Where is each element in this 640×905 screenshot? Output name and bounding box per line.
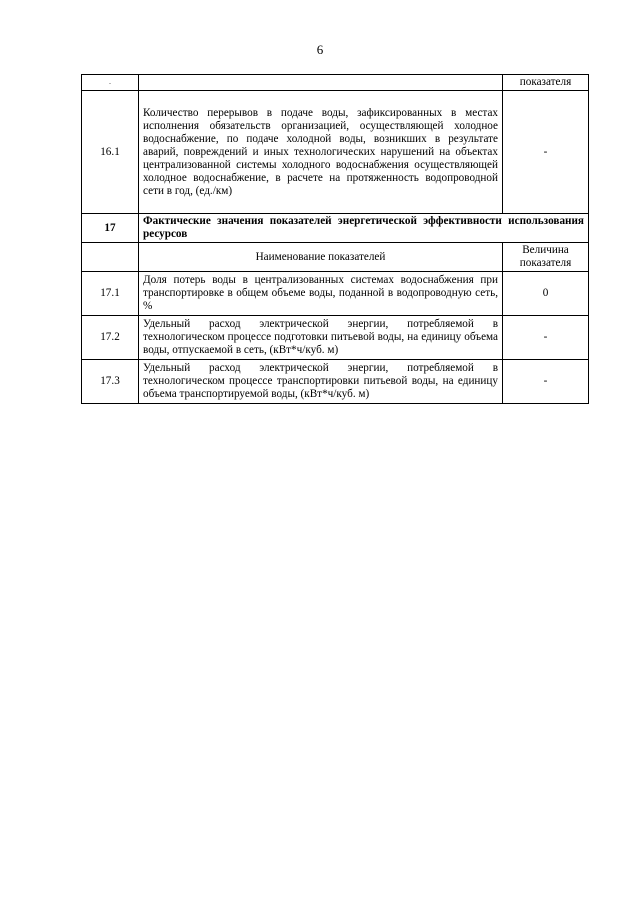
- row-number: 17.3: [82, 360, 139, 404]
- row-description: Доля потерь воды в централизованных системах водоснабжения при транспортировке в общем объеме воды, поданной в водопроводную сеть, %: [139, 272, 503, 316]
- header-empty-cell: [82, 243, 139, 272]
- row-description: Удельный расход электрической энергии, потребляемой в технологическом процессе подготовки питьевой воды, на единицу объема воды, отпускаемой в сеть, (кВт*ч/куб. м): [139, 316, 503, 360]
- row-number: 16.1: [82, 91, 139, 214]
- indicators-table: [81, 74, 589, 404]
- row-value: 0: [503, 272, 589, 316]
- section-row-17: [82, 214, 589, 243]
- row-number: .: [82, 75, 139, 91]
- section-number: 17: [82, 214, 139, 243]
- table-row-16-1: [82, 91, 589, 214]
- table-row-17-2: [82, 316, 589, 360]
- header-value: Величина показателя: [503, 243, 589, 272]
- section-title: Фактические значения показателей энергетической эффективности использования ресурсов: [139, 214, 589, 243]
- page-number: 6: [316, 42, 324, 57]
- row-value: -: [503, 360, 589, 404]
- table-row-continuation: [82, 75, 589, 91]
- table-row-17-3: [82, 360, 589, 404]
- row-value: -: [503, 91, 589, 214]
- row-description: [139, 75, 503, 91]
- row-description: Количество перерывов в подаче воды, зафиксированных в местах исполнения обязательств организацией, осуществляющей холодное водоснабжение, по подаче холодной воды, возникших в результате аварий, повреждений и иных технологических нарушений на объектах централизованной системы холодного водоснабжения осуществляющей холодное водоснабжение, в расчете на протяженность водопроводной сети в год, (ед./км): [139, 91, 503, 214]
- row-description: Удельный расход электрической энергии, потребляемой в технологическом процессе транспортировки питьевой воды, на единицу объема транспортируемой воды, (кВт*ч/куб. м): [139, 360, 503, 404]
- header-name: Наименование показателей: [139, 243, 503, 272]
- header-row: [82, 243, 589, 272]
- row-value: -: [503, 316, 589, 360]
- row-number: 17.1: [82, 272, 139, 316]
- table-row-17-1: [82, 272, 589, 316]
- row-value: показателя: [503, 75, 589, 91]
- row-number: 17.2: [82, 316, 139, 360]
